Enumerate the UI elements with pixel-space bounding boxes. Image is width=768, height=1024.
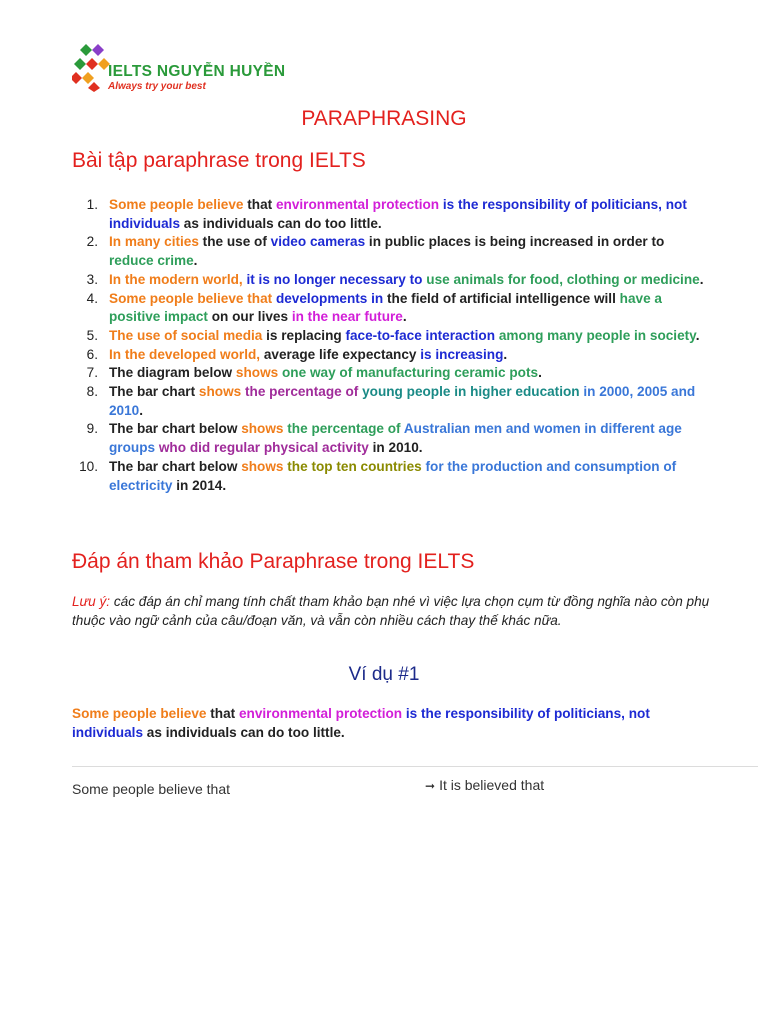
section-heading-answers: Đáp án tham khảo Paraphrase trong IELTS xyxy=(72,550,475,573)
sentence-segment: for the production and consumption of electricity xyxy=(109,458,677,493)
exercise-number: 7. xyxy=(86,365,98,381)
exercise-number: 3. xyxy=(86,271,98,287)
sentence-segment: . xyxy=(139,402,144,418)
exercise-number: 4. xyxy=(86,290,98,306)
sentence-segment: one way of manufacturing ceramic pots xyxy=(278,365,539,381)
note-paragraph xyxy=(72,592,712,630)
exercise-number: 2. xyxy=(86,234,98,250)
sentence-segment: the field of artificial intelligence will xyxy=(383,290,620,306)
sentence-segment: . xyxy=(402,309,407,325)
diamond-tiles-icon xyxy=(72,42,112,92)
sentence-segment: environmental protection xyxy=(275,197,440,212)
table-divider xyxy=(72,766,758,767)
exercise-number: 1. xyxy=(86,197,98,212)
example-title: Ví dụ #1 xyxy=(348,664,420,685)
exercise-number: 5. xyxy=(86,327,98,343)
exercise-item xyxy=(72,196,712,233)
sentence-segment: that xyxy=(206,706,239,721)
sentence-segment: is replacing xyxy=(262,327,346,343)
sentence-segment: on our lives xyxy=(207,309,292,325)
sentence-segment: shows xyxy=(241,458,284,474)
sentence-segment: that xyxy=(243,197,276,212)
exercise-item xyxy=(72,420,712,457)
table-cell-paraphrase xyxy=(425,777,544,793)
sentence-segment: in 2014. xyxy=(172,477,227,493)
sentence-segment: . xyxy=(503,346,508,362)
brand-tagline: Always try your best xyxy=(108,81,206,92)
exercise-item xyxy=(72,458,712,495)
sentence-segment: . xyxy=(695,327,700,343)
section-heading-exercises: Bài tập paraphrase trong IELTS xyxy=(72,149,366,172)
exercise-number: 9. xyxy=(86,421,98,437)
example-sentence xyxy=(72,704,712,742)
sentence-segment: is the responsibility of politicians, not individuals xyxy=(72,706,650,740)
sentence-segment: it is no longer necessary to xyxy=(242,271,423,287)
sentence-segment: The diagram below xyxy=(109,365,236,381)
sentence-segment: as individuals can do too little. xyxy=(143,725,345,740)
exercise-item xyxy=(72,233,712,270)
exercise-number: 10. xyxy=(79,458,98,474)
sentence-segment: in 2010. xyxy=(368,440,423,456)
sentence-segment: in the near future xyxy=(291,309,403,325)
table-cell-original: Some people believe that xyxy=(72,781,230,797)
sentence-segment: . xyxy=(193,253,198,269)
exercise-item xyxy=(72,364,712,383)
sentence-segment: the percentage of xyxy=(241,384,359,400)
sentence-segment: among many people in society xyxy=(495,327,696,343)
note-text: các đáp án chỉ mang tính chất tham khảo bạn nhé vì việc lựa chọn cụm từ đồng nghĩa nào còn phụ thuộc vào ngữ cảnh của câu/đoạn văn, và vẫn còn nhiều cách thay thế khác nữa. xyxy=(72,594,710,628)
exercise-item xyxy=(72,271,712,290)
brand-name: IELTS NGUYỄN HUYỀN xyxy=(108,63,286,80)
note-label: Lưu ý: xyxy=(72,594,111,609)
exercise-item xyxy=(72,346,712,365)
sentence-segment: In many cities xyxy=(109,234,199,250)
sentence-segment: The bar chart below xyxy=(109,421,242,437)
sentence-segment: . xyxy=(699,271,704,287)
sentence-segment: In the modern world, xyxy=(109,271,243,287)
exercise-item xyxy=(72,327,712,346)
sentence-segment: in public places is being increased in order to xyxy=(365,234,665,250)
sentence-segment: The bar chart below xyxy=(109,458,242,474)
sentence-segment: face-to-face interaction xyxy=(345,327,496,343)
sentence-segment: shows xyxy=(241,421,284,437)
sentence-segment: shows xyxy=(198,384,242,400)
exercise-number: 8. xyxy=(86,384,98,400)
sentence-segment: is increasing xyxy=(420,346,504,362)
sentence-segment: . xyxy=(538,365,542,381)
sentence-segment: The use of social media xyxy=(109,327,263,343)
sentence-segment: is the responsibility of politicians, not individuals xyxy=(109,197,687,231)
sentence-segment: who did regular physical activity xyxy=(155,440,369,456)
sentence-segment: Australian men and women in different age groups xyxy=(109,421,682,456)
exercise-item xyxy=(72,290,712,327)
sentence-segment: the use of xyxy=(198,234,271,250)
sentence-segment: the percentage of xyxy=(283,421,401,437)
sentence-segment: as individuals can do too little. xyxy=(180,215,382,231)
exercise-list xyxy=(72,196,712,495)
sentence-segment: use animals for food, clothing or medicine xyxy=(422,271,700,287)
sentence-segment: In the developed world, xyxy=(109,346,261,362)
sentence-segment: reduce crime xyxy=(109,253,194,269)
sentence-segment: have a positive impact xyxy=(109,290,662,325)
paraphrase-text: It is believed that xyxy=(439,777,545,793)
exercise-number: 6. xyxy=(86,346,98,362)
exercise-item xyxy=(72,383,712,420)
sentence-segment: Some people believe xyxy=(72,706,207,721)
sentence-segment: The bar chart xyxy=(109,384,199,400)
sentence-segment: environmental protection xyxy=(238,706,403,721)
sentence-segment: shows xyxy=(235,365,279,381)
sentence-segment: the top ten countries xyxy=(283,458,422,474)
sentence-segment: Some people believe xyxy=(109,197,244,212)
sentence-segment: developments in xyxy=(272,290,384,306)
arrow-right-icon: ➞ xyxy=(425,779,436,793)
brand-logo xyxy=(72,42,292,94)
sentence-segment: Some people believe that xyxy=(109,290,273,306)
sentence-segment: in 2000, 2005 and 2010 xyxy=(109,384,696,418)
sentence-segment: young people in higher education xyxy=(358,384,580,400)
sentence-segment: average life expectancy xyxy=(260,346,421,362)
page-title: PARAPHRASING xyxy=(301,107,467,130)
sentence-segment: video cameras xyxy=(270,234,366,250)
